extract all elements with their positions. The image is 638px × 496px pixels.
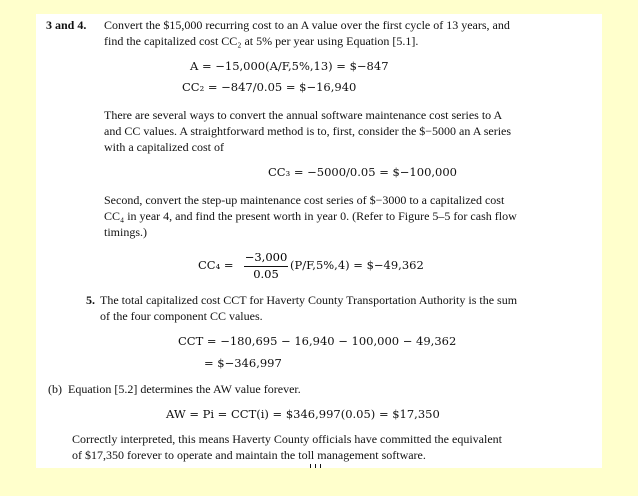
part-label-b: (b) [48,382,62,396]
fraction-denominator: 0.05 [253,267,279,281]
equation-a-value: A = −15,000(A/F,5%,13) = $−847 [190,59,389,73]
paragraph-line: and CC values. A straightforward method is to, first, consider the $−5000 an A series [104,124,512,138]
paragraph-line: of $17,350 forever to operate and maintain the toll management software. [72,448,426,462]
fraction-numerator: −3,000 [244,250,288,264]
paragraph-line: CC₄ in year 4, and find the present worth in year 0. (Refer to Figure 5–5 for cash flow [104,209,517,223]
equation-cc3: CC₃ = −5000/0.05 = $−100,000 [268,165,457,179]
paragraph-line: find the capitalized cost CC₂ at 5% per year using Equation [5.1]. [104,34,419,48]
equation-cct-result: = $−346,997 [204,356,282,370]
paragraph-line: with a capitalized cost of [104,140,224,154]
equation-cct: CCT = −180,695 − 16,940 − 100,000 − 49,362 [178,334,457,348]
part-label-5: 5. [86,293,95,307]
paragraph-line: Correctly interpreted, this means Haverty County officials have committed the equivalent [72,432,502,446]
equation-cc4-left: CC₄ = [198,258,234,272]
paragraph-line: Convert the $15,000 recurring cost to an A value over the first cycle of 13 years, and [104,18,510,32]
solution-page [36,14,602,468]
paragraph-line: Second, convert the step-up maintenance cost series of $−3000 to a capitalized cost [104,193,505,207]
equation-cc2: CC₂ = −847/0.05 = $−16,940 [182,80,357,94]
equation-aw: AW = Pi = CCT(i) = $346,997(0.05) = $17,350 [166,407,440,421]
paragraph-line: timings.) [104,225,148,239]
paragraph-line: Equation [5.2] determines the AW value forever. [68,382,301,396]
part-label-3-4: 3 and 4. [46,18,87,32]
equation-cc4-right: (P/F,5%,4) = $−49,362 [290,258,424,272]
paragraph-line: The total capitalized cost CCT for Haverty County Transportation Authority is the sum [100,293,518,307]
paragraph-line: of the four component CC values. [100,309,263,323]
cut-off-page-number [309,464,323,468]
paragraph-line: There are several ways to convert the annual software maintenance cost series to A [104,108,503,122]
